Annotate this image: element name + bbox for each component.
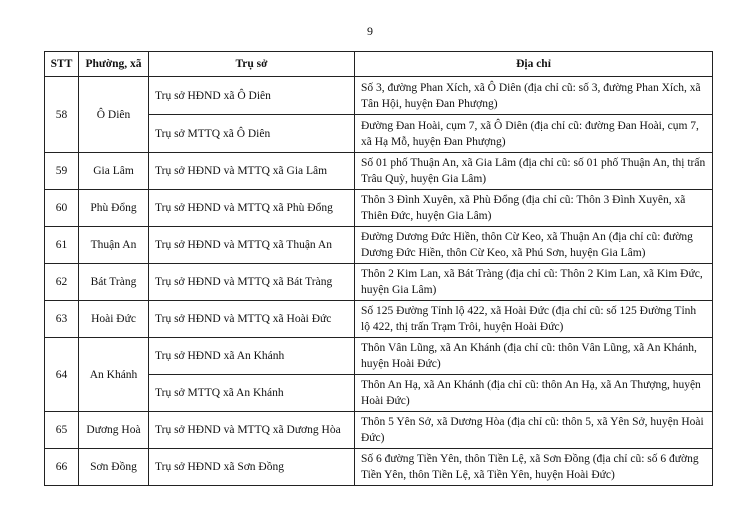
address-cell: Đường Đan Hoài, cụm 7, xã Ô Diên (địa chỉ cũ: đường Đan Hoài, cụm 7, xã Hạ Mỗ, huyện Đan Phượng) [355, 115, 713, 153]
address-cell: Số 6 đường Tiền Yên, thôn Tiền Lệ, xã Sơn Đồng (địa chỉ cũ: số 6 đường Tiền Yên, thôn Tiền Lệ, xã Tiền Yên, huyện Hoài Đức) [355, 449, 713, 486]
table-row [45, 190, 713, 227]
header-stt: STT [45, 52, 79, 77]
address-cell: Thôn 2 Kim Lan, xã Bát Tràng (địa chỉ cũ: Thôn 2 Kim Lan, xã Kim Đức, huyện Gia Lâm) [355, 264, 713, 301]
ward-cell: Sơn Đồng [79, 449, 149, 486]
office-cell: Trụ sở HĐND và MTTQ xã Gia Lâm [149, 153, 355, 190]
ward-cell: An Khánh [79, 338, 149, 412]
ward-cell: Hoài Đức [79, 301, 149, 338]
stt-cell: 65 [45, 412, 79, 449]
address-cell: Thôn 5 Yên Sở, xã Dương Hòa (địa chỉ cũ: thôn 5, xã Yên Sở, huyện Hoài Đức) [355, 412, 713, 449]
address-cell: Số 3, đường Phan Xích, xã Ô Diên (địa chỉ cũ: số 3, đường Phan Xích, xã Tân Hội, huyện Đan Phượng) [355, 77, 713, 115]
address-table [44, 51, 713, 486]
table-row [45, 153, 713, 190]
office-cell: Trụ sở HĐND xã Sơn Đồng [149, 449, 355, 486]
ward-cell: Ô Diên [79, 77, 149, 153]
table-row [45, 227, 713, 264]
office-cell: Trụ sở HĐND và MTTQ xã Hoài Đức [149, 301, 355, 338]
stt-cell: 58 [45, 77, 79, 153]
office-cell: Trụ sở HĐND và MTTQ xã Bát Tràng [149, 264, 355, 301]
page-number: 9 [367, 24, 373, 38]
table-row [45, 264, 713, 301]
ward-cell: Phù Đổng [79, 190, 149, 227]
office-cell: Trụ sở MTTQ xã An Khánh [149, 375, 355, 412]
office-cell: Trụ sở HĐND và MTTQ xã Thuận An [149, 227, 355, 264]
office-cell: Trụ sở HĐND và MTTQ xã Phù Đổng [149, 190, 355, 227]
ward-cell: Thuận An [79, 227, 149, 264]
stt-cell: 64 [45, 338, 79, 412]
header-office: Trụ sở [149, 52, 355, 77]
stt-cell: 59 [45, 153, 79, 190]
stt-cell: 62 [45, 264, 79, 301]
office-cell: Trụ sở HĐND xã An Khánh [149, 338, 355, 375]
header-ward: Phường, xã [79, 52, 149, 77]
ward-cell: Bát Tràng [79, 264, 149, 301]
table-row [45, 301, 713, 338]
stt-cell: 63 [45, 301, 79, 338]
office-cell: Trụ sở HĐND và MTTQ xã Dương Hòa [149, 412, 355, 449]
table-row [45, 338, 713, 375]
address-cell: Đường Dương Đức Hiền, thôn Cừ Keo, xã Thuận An (địa chỉ cũ: đường Dương Đức Hiền, thôn Cừ Keo, xã Phú Sơn, huyện Gia Lâm) [355, 227, 713, 264]
office-cell: Trụ sở MTTQ xã Ô Diên [149, 115, 355, 153]
header-address: Địa chỉ [355, 52, 713, 77]
table-row [45, 449, 713, 486]
table-row [45, 412, 713, 449]
office-cell: Trụ sở HĐND xã Ô Diên [149, 77, 355, 115]
table-row [45, 77, 713, 115]
stt-cell: 66 [45, 449, 79, 486]
address-cell: Thôn An Hạ, xã An Khánh (địa chỉ cũ: thôn An Hạ, xã An Thượng, huyện Hoài Đức) [355, 375, 713, 412]
address-cell: Thôn Vân Lũng, xã An Khánh (địa chỉ cũ: thôn Vân Lũng, xã An Khánh, huyện Hoài Đức) [355, 338, 713, 375]
stt-cell: 60 [45, 190, 79, 227]
ward-cell: Gia Lâm [79, 153, 149, 190]
address-cell: Thôn 3 Đình Xuyên, xã Phù Đổng (địa chỉ cũ: Thôn 3 Đình Xuyên, xã Thiên Đức, huyện Gia Lâm) [355, 190, 713, 227]
address-cell: Số 01 phố Thuận An, xã Gia Lâm (địa chỉ cũ: số 01 phố Thuận An, thị trấn Trâu Quỳ, huyện Gia Lâm) [355, 153, 713, 190]
address-cell: Số 125 Đường Tỉnh lộ 422, xã Hoài Đức (địa chỉ cũ: số 125 Đường Tỉnh lộ 422, thị trấn Trạm Trôi, huyện Hoài Đức) [355, 301, 713, 338]
header-row [45, 52, 713, 77]
ward-cell: Dương Hoà [79, 412, 149, 449]
stt-cell: 61 [45, 227, 79, 264]
